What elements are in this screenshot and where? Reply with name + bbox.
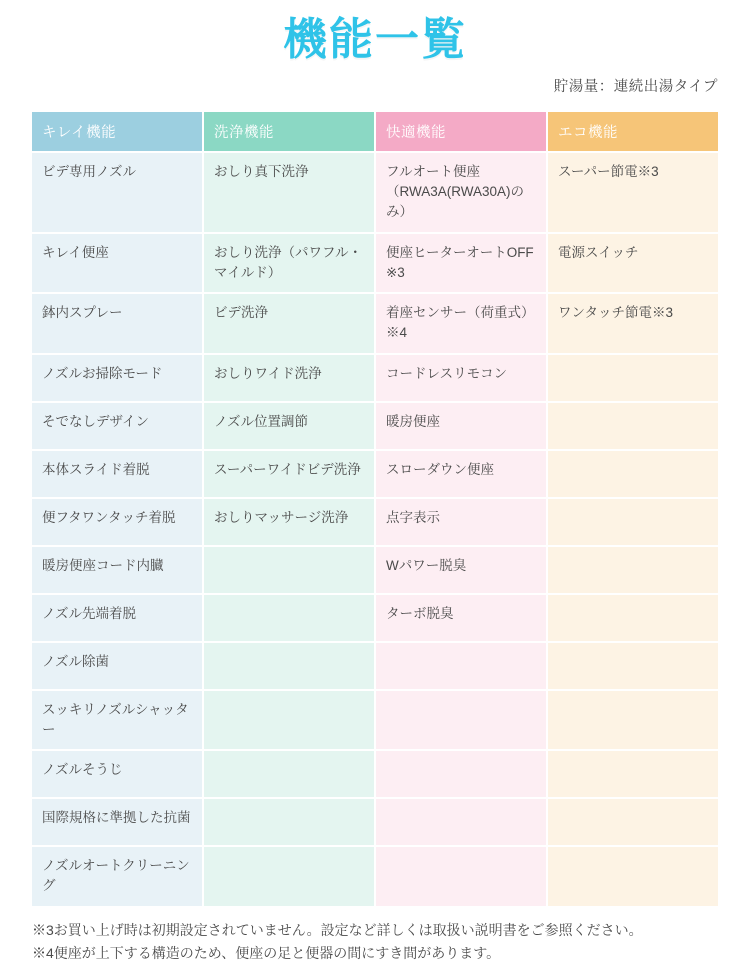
- cell-clean: ノズルお掃除モード: [32, 355, 202, 401]
- table-row: [32, 643, 718, 689]
- page-title: 機能一覧: [283, 15, 467, 64]
- cell-wash: [204, 643, 374, 689]
- cell-eco: [548, 355, 718, 401]
- table-row: [32, 691, 718, 750]
- table-row: [32, 751, 718, 797]
- table-row: [32, 153, 718, 232]
- table-header-row: [32, 112, 718, 151]
- column-header-comfort: 快適機能: [376, 112, 546, 151]
- cell-wash: [204, 799, 374, 845]
- cell-wash: [204, 547, 374, 593]
- cell-eco: [548, 451, 718, 497]
- cell-eco: [548, 595, 718, 641]
- cell-comfort: 暖房便座: [376, 403, 546, 449]
- table-row: [32, 234, 718, 293]
- table-row: [32, 499, 718, 545]
- cell-comfort: 着座センサー（荷重式）※4: [376, 294, 546, 353]
- table-row: [32, 451, 718, 497]
- feature-table-body: [32, 153, 718, 906]
- cell-comfort: [376, 643, 546, 689]
- feature-table-header: [32, 112, 718, 151]
- cell-wash: おしりマッサージ洗浄: [204, 499, 374, 545]
- cell-clean: スッキリノズルシャッター: [32, 691, 202, 750]
- footnote-3: ※3お買い上げ時は初期設定されていません。設定など詳しくは取扱い説明書をご参照ください。: [32, 921, 643, 938]
- cell-clean: ノズル先端着脱: [32, 595, 202, 641]
- cell-wash: スーパーワイドビデ洗浄: [204, 451, 374, 497]
- cell-comfort: 便座ヒーターオートOFF ※3: [376, 234, 546, 293]
- cell-clean: 鉢内スプレー: [32, 294, 202, 353]
- cell-clean: ノズルそうじ: [32, 751, 202, 797]
- table-row: [32, 847, 718, 906]
- cell-comfort: フルオート便座（RWA3A(RWA30A)のみ）: [376, 153, 546, 232]
- cell-comfort: スローダウン便座: [376, 451, 546, 497]
- cell-eco: [548, 403, 718, 449]
- table-row: [32, 355, 718, 401]
- cell-clean: 便フタワンタッチ着脱: [32, 499, 202, 545]
- cell-eco: [548, 499, 718, 545]
- table-row: [32, 547, 718, 593]
- cell-eco: [548, 799, 718, 845]
- cell-clean: 本体スライド着脱: [32, 451, 202, 497]
- cell-eco: [548, 751, 718, 797]
- cell-comfort: [376, 847, 546, 906]
- cell-wash: [204, 691, 374, 750]
- cell-comfort: ターボ脱臭: [376, 595, 546, 641]
- table-row: [32, 595, 718, 641]
- column-header-wash: 洗浄機能: [204, 112, 374, 151]
- cell-wash: [204, 595, 374, 641]
- cell-wash: おしりワイド洗浄: [204, 355, 374, 401]
- cell-clean: ビデ専用ノズル: [32, 153, 202, 232]
- table-row: [32, 799, 718, 845]
- cell-comfort: Wパワー脱臭: [376, 547, 546, 593]
- cell-eco: 電源スイッチ: [548, 234, 718, 293]
- cell-eco: [548, 643, 718, 689]
- cell-eco: [548, 847, 718, 906]
- footnote-4: ※4便座が上下する構造のため、便座の足と便器の間にすき間があります。: [32, 945, 501, 962]
- column-header-clean: キレイ機能: [32, 112, 202, 151]
- cell-eco: ワンタッチ節電※3: [548, 294, 718, 353]
- footnotes: [30, 920, 720, 965]
- table-row: [32, 403, 718, 449]
- column-header-eco: エコ機能: [548, 112, 718, 151]
- cell-wash: [204, 847, 374, 906]
- cell-clean: 国際規格に準拠した抗菌: [32, 799, 202, 845]
- cell-comfort: コードレスリモコン: [376, 355, 546, 401]
- cell-comfort: [376, 691, 546, 750]
- cell-clean: そでなしデザイン: [32, 403, 202, 449]
- cell-comfort: 点字表示: [376, 499, 546, 545]
- feature-table: [30, 110, 720, 908]
- cell-clean: ノズル除菌: [32, 643, 202, 689]
- cell-clean: キレイ便座: [32, 234, 202, 293]
- cell-comfort: [376, 799, 546, 845]
- cell-wash: おしり真下洗浄: [204, 153, 374, 232]
- cell-clean: 暖房便座コード内臓: [32, 547, 202, 593]
- cell-eco: [548, 547, 718, 593]
- cell-comfort: [376, 751, 546, 797]
- table-row: [32, 294, 718, 353]
- cell-eco: スーパー節電※3: [548, 153, 718, 232]
- cell-eco: [548, 691, 718, 750]
- cell-wash: おしり洗浄（パワフル・マイルド）: [204, 234, 374, 293]
- cell-clean: ノズルオートクリーニング: [32, 847, 202, 906]
- cell-wash: ノズル位置調節: [204, 403, 374, 449]
- cell-wash: [204, 751, 374, 797]
- cell-wash: ビデ洗浄: [204, 294, 374, 353]
- tank-capacity-note: 貯湯量：連続出湯タイプ: [553, 78, 718, 95]
